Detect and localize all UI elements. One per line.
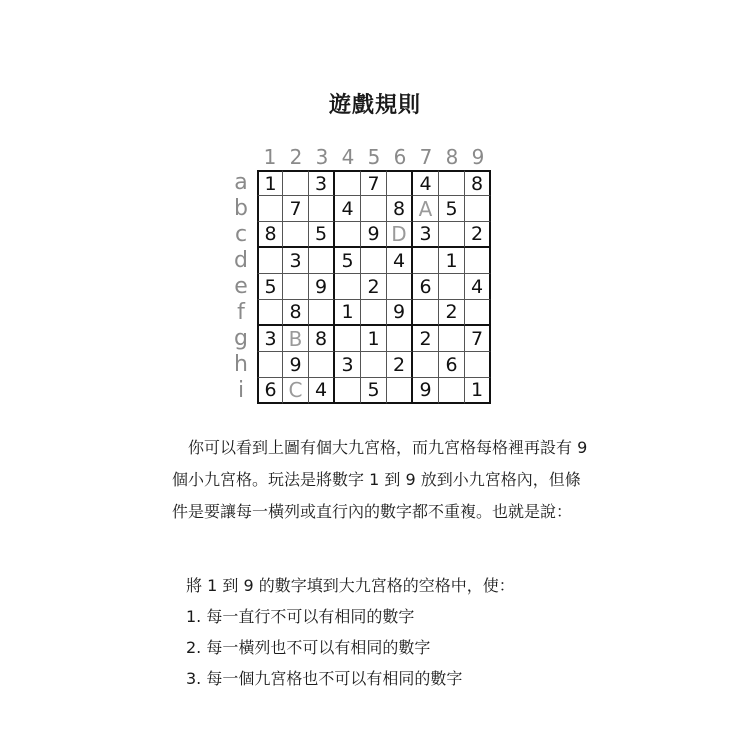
- grid-cell-i9: 1: [465, 378, 491, 404]
- grid-cell-e9: 4: [465, 274, 491, 300]
- grid-cell-c2: [283, 222, 309, 248]
- grid-cell-f2: 8: [283, 300, 309, 326]
- grid-cell-h2: 9: [283, 352, 309, 378]
- grid-cell-g1: 3: [257, 326, 283, 352]
- grid-cell-g5: 1: [361, 326, 387, 352]
- sudoku-grid: [257, 170, 491, 404]
- grid-cell-b1: [257, 196, 283, 222]
- grid-cell-h3: [309, 352, 335, 378]
- grid-cell-c1: 8: [257, 222, 283, 248]
- grid-cell-b8: 5: [439, 196, 465, 222]
- grid-cell-f6: 9: [387, 300, 413, 326]
- grid-cell-f4: 1: [335, 300, 361, 326]
- grid-cell-g9: 7: [465, 326, 491, 352]
- grid-cell-i2: C: [283, 378, 309, 404]
- grid-cell-i1: 6: [257, 378, 283, 404]
- grid-cell-e7: 6: [413, 274, 439, 300]
- grid-cell-d9: [465, 248, 491, 274]
- grid-cell-e1: 5: [257, 274, 283, 300]
- grid-cell-a2: [283, 170, 309, 196]
- row-label-c: c: [234, 222, 248, 247]
- grid-cell-d6: 4: [387, 248, 413, 274]
- grid-cell-c3: 5: [309, 222, 335, 248]
- column-label-6: 6: [393, 145, 407, 169]
- column-label-8: 8: [445, 145, 459, 169]
- grid-cell-h7: [413, 352, 439, 378]
- grid-cell-f8: 2: [439, 300, 465, 326]
- grid-cell-g8: [439, 326, 465, 352]
- grid-cell-c9: 2: [465, 222, 491, 248]
- grid-cell-a7: 4: [413, 170, 439, 196]
- grid-cell-i6: [387, 378, 413, 404]
- grid-cell-d5: [361, 248, 387, 274]
- grid-cell-b5: [361, 196, 387, 222]
- rules-list: [186, 570, 586, 694]
- grid-cell-b2: 7: [283, 196, 309, 222]
- grid-cell-a3: 3: [309, 170, 335, 196]
- column-label-1: 1: [263, 145, 277, 169]
- grid-cell-c4: [335, 222, 361, 248]
- column-label-4: 4: [341, 145, 355, 169]
- grid-cell-h5: [361, 352, 387, 378]
- grid-cell-f1: [257, 300, 283, 326]
- rules-intro: 將 1 到 9 的數字填到大九宮格的空格中，使：: [186, 576, 515, 595]
- row-label-h: h: [234, 352, 248, 377]
- grid-cell-d4: 5: [335, 248, 361, 274]
- grid-cell-g4: [335, 326, 361, 352]
- grid-cell-e5: 2: [361, 274, 387, 300]
- grid-cell-i3: 4: [309, 378, 335, 404]
- rule-item-2: 2. 每一橫列也不可以有相同的數字: [186, 638, 431, 657]
- grid-cell-d1: [257, 248, 283, 274]
- column-label-9: 9: [471, 145, 485, 169]
- grid-cell-i4: [335, 378, 361, 404]
- column-label-3: 3: [315, 145, 329, 169]
- column-label-5: 5: [367, 145, 381, 169]
- grid-cell-b6: 8: [387, 196, 413, 222]
- grid-cell-d8: 1: [439, 248, 465, 274]
- grid-cell-g2: B: [283, 326, 309, 352]
- grid-cell-h4: 3: [335, 352, 361, 378]
- grid-cell-b9: [465, 196, 491, 222]
- grid-cell-a8: [439, 170, 465, 196]
- grid-cell-c5: 9: [361, 222, 387, 248]
- column-label-7: 7: [419, 145, 433, 169]
- grid-cell-g3: 8: [309, 326, 335, 352]
- row-labels: [226, 170, 256, 404]
- rules-paragraph-text: 你可以看到上圖有個大九宮格，而九宮格每格裡再設有 9 個小九宮格。玩法是將數字 1 到 9 放到小九宮格內，但條件是要讓每一橫列或直行內的數字都不重複。也就是說：: [172, 438, 588, 521]
- grid-cell-h9: [465, 352, 491, 378]
- grid-cell-i8: [439, 378, 465, 404]
- row-label-g: g: [234, 326, 248, 351]
- grid-cell-h6: 2: [387, 352, 413, 378]
- grid-cell-g7: 2: [413, 326, 439, 352]
- grid-cell-a6: [387, 170, 413, 196]
- rule-item-3: 3. 每一個九宮格也不可以有相同的數字: [186, 669, 463, 688]
- row-label-b: b: [234, 196, 248, 221]
- row-label-f: f: [237, 300, 245, 325]
- grid-cell-a9: 8: [465, 170, 491, 196]
- row-label-e: e: [234, 274, 248, 299]
- grid-cell-f9: [465, 300, 491, 326]
- row-label-d: d: [234, 248, 248, 273]
- grid-cell-c6: D: [387, 222, 413, 248]
- grid-cell-f5: [361, 300, 387, 326]
- grid-cell-c8: [439, 222, 465, 248]
- grid-cell-d7: [413, 248, 439, 274]
- row-label-a: a: [234, 170, 248, 195]
- rules-paragraph: [172, 432, 592, 528]
- column-label-2: 2: [289, 145, 303, 169]
- grid-cell-e6: [387, 274, 413, 300]
- grid-cell-i5: 5: [361, 378, 387, 404]
- grid-cell-e2: [283, 274, 309, 300]
- row-label-i: i: [237, 378, 245, 403]
- grid-cell-e8: [439, 274, 465, 300]
- grid-cell-d3: [309, 248, 335, 274]
- grid-cell-a4: [335, 170, 361, 196]
- grid-cell-a5: 7: [361, 170, 387, 196]
- grid-cell-c7: 3: [413, 222, 439, 248]
- grid-cell-g6: [387, 326, 413, 352]
- grid-cell-b7: A: [413, 196, 439, 222]
- grid-cell-f3: [309, 300, 335, 326]
- column-labels: [257, 144, 491, 170]
- grid-cell-f7: [413, 300, 439, 326]
- grid-cell-h8: 6: [439, 352, 465, 378]
- grid-cell-e3: 9: [309, 274, 335, 300]
- grid-cell-b4: 4: [335, 196, 361, 222]
- grid-cell-d2: 3: [283, 248, 309, 274]
- grid-cell-i7: 9: [413, 378, 439, 404]
- rule-item-1: 1. 每一直行不可以有相同的數字: [186, 607, 415, 626]
- grid-cell-b3: [309, 196, 335, 222]
- page-title: 遊戲規則: [328, 93, 421, 118]
- grid-cell-h1: [257, 352, 283, 378]
- grid-cell-e4: [335, 274, 361, 300]
- grid-cell-a1: 1: [257, 170, 283, 196]
